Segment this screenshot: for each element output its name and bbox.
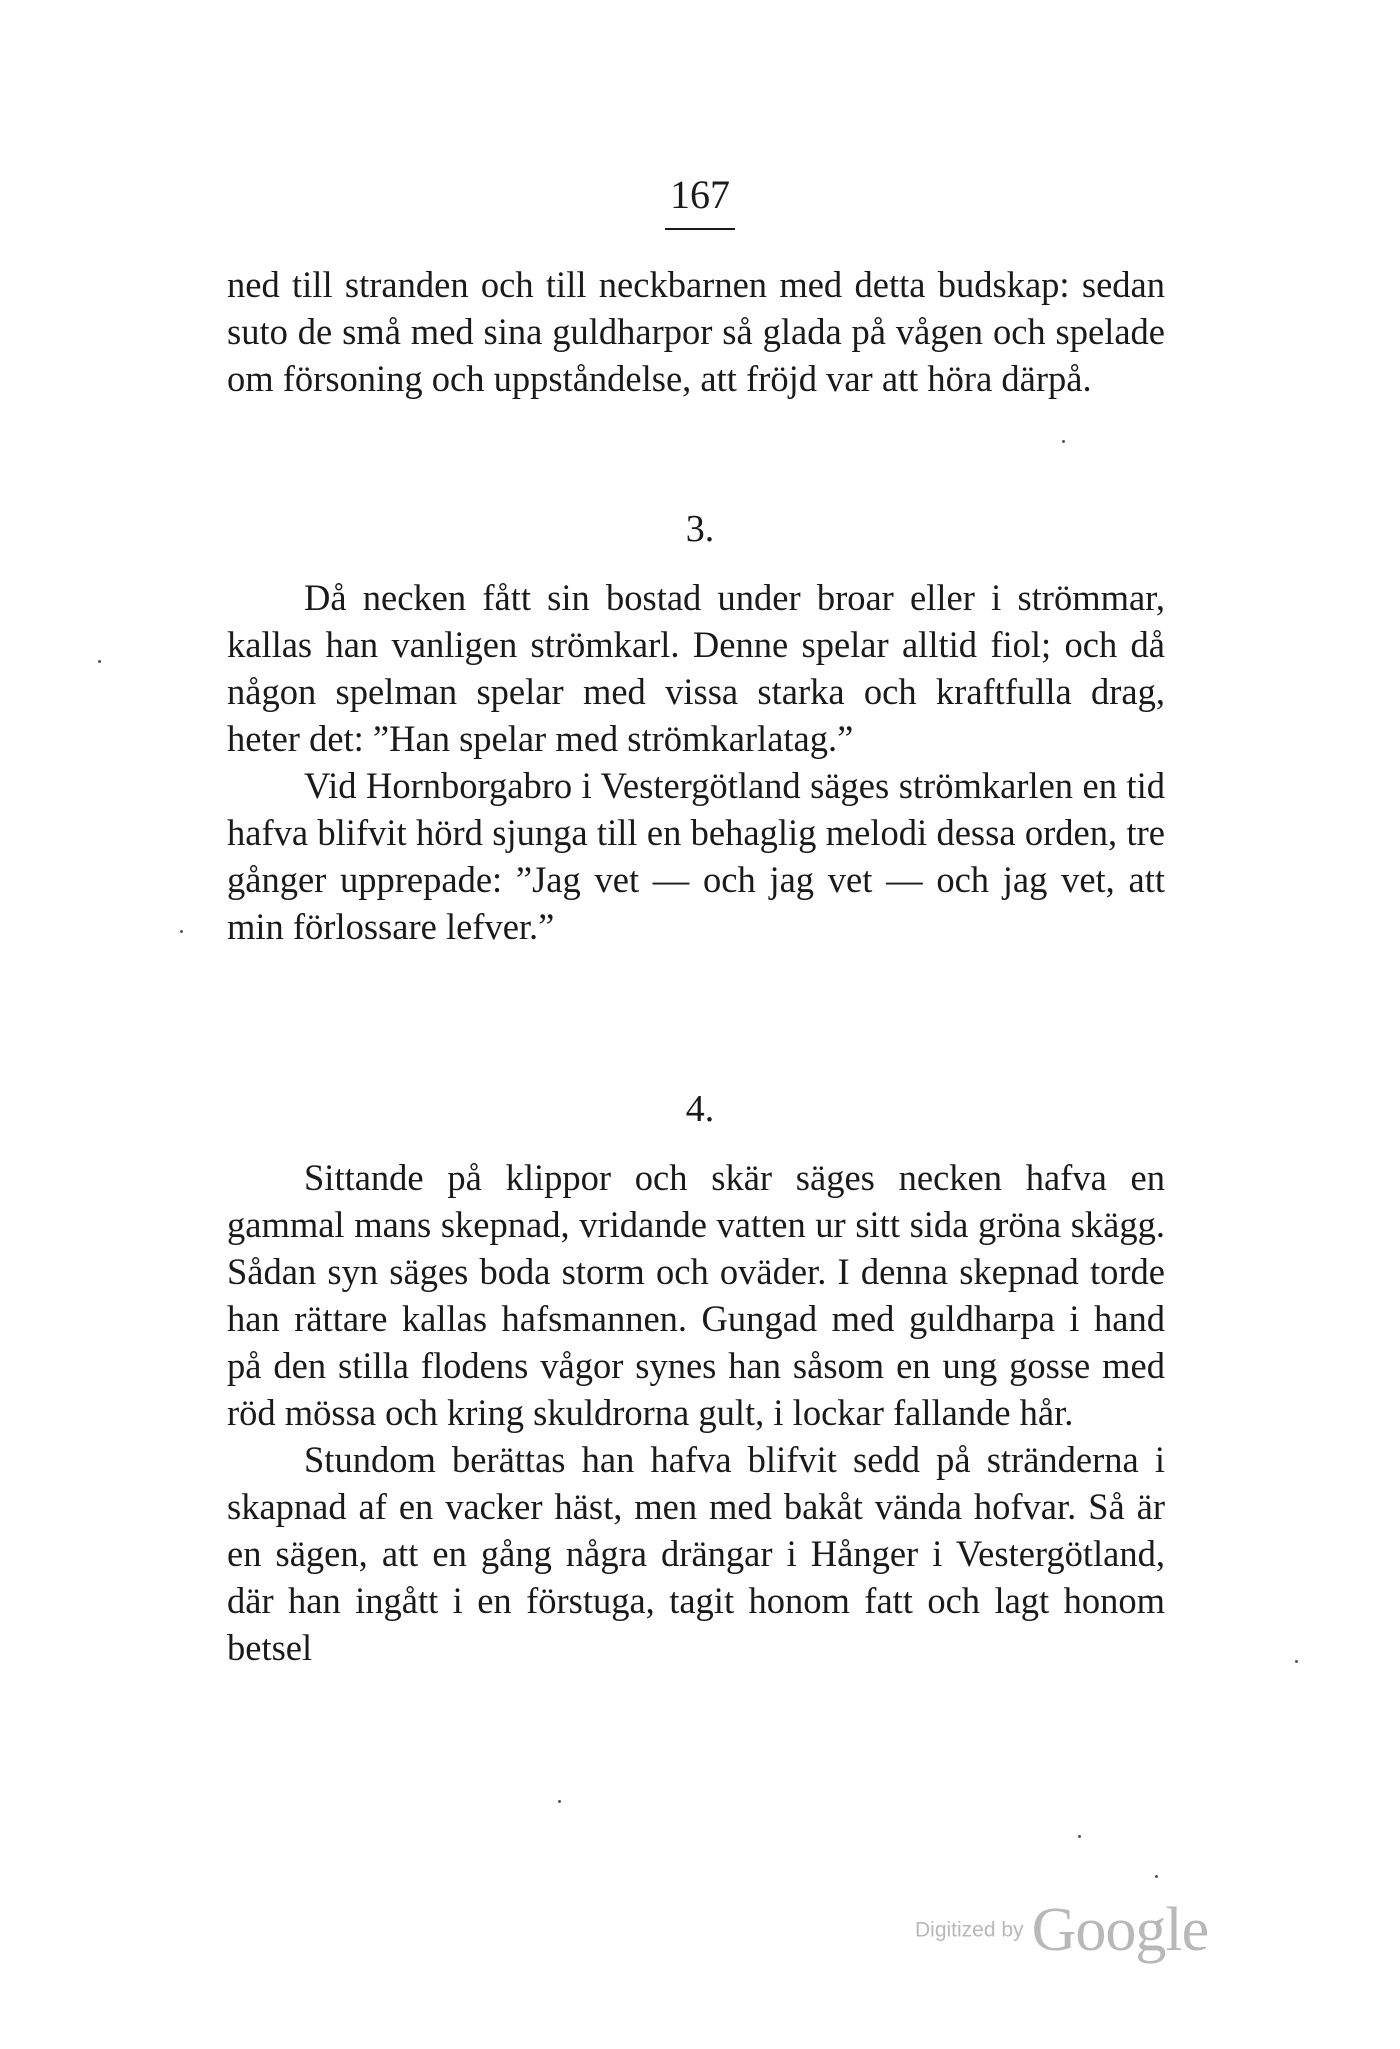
scan-speck <box>1155 1875 1158 1878</box>
scan-speck <box>1295 1660 1298 1663</box>
intro-paragraph <box>227 261 1165 402</box>
page-number: 167 <box>670 172 730 217</box>
digitized-by-watermark <box>915 1895 1208 1965</box>
scan-speck <box>1062 440 1065 443</box>
google-logo: Google <box>1031 1896 1209 1964</box>
scan-speck <box>180 930 183 933</box>
section-3-heading: 3. <box>685 508 715 550</box>
section-3-paragraph-2: Vid Hornborgabro i Vestergötland säges strömkarlen en tid hafva blifvit hörd sjunga till en behaglig melodi dessa orden, tre gånger upprepade: ”Jag vet — och jag vet — och jag vet, att min förlossare lefver.” <box>227 765 1165 947</box>
scan-speck <box>558 1800 561 1803</box>
digitized-label: Digitized by <box>915 1918 1024 1942</box>
page-number-rule <box>665 228 735 230</box>
scan-speck <box>98 660 101 663</box>
section-4-body <box>227 1154 1165 1671</box>
section-4-paragraph-1: Sittande på klippor och skär säges necken hafva en gammal mans skepnad, vridande vatten ur sitt sida gröna skägg. Sådan syn säges boda storm och oväder. I denna skepnad torde han rättare kallas hafsmannen. Gungad med guldharpa i hand på den stilla flodens vågor synes han såsom en ung gosse med röd mössa och kring skuldrorna gult, i lockar fallande hår. <box>227 1157 1165 1433</box>
scan-speck <box>1078 1835 1081 1838</box>
section-4-paragraph-2: Stundom berättas han hafva blifvit sedd på stränderna i skapnad af en vacker häst, men med bakåt vända hofvar. Så är en sägen, att en gång några drängar i Hånger i Vestergötland, där han ingått i en förstuga, tagit honom fatt och lagt honom betsel <box>227 1439 1165 1668</box>
section-3-paragraph-1: Då necken fått sin bostad under broar eller i strömmar, kallas han vanligen strömkarl. Denne spelar alltid fiol; och då någon spelman spelar med vissa starka och kraftfulla drag, heter det: ”Han spelar med strömkarlatag.” <box>227 577 1165 759</box>
section-3-body <box>227 574 1165 950</box>
intro-text: ned till stranden och till neckbarnen med detta budskap: sedan suto de små med sina guldharpor så glada på vågen och spelade om försoning och uppståndelse, att fröjd var att höra därpå. <box>227 264 1165 399</box>
section-4-heading: 4. <box>685 1088 715 1130</box>
